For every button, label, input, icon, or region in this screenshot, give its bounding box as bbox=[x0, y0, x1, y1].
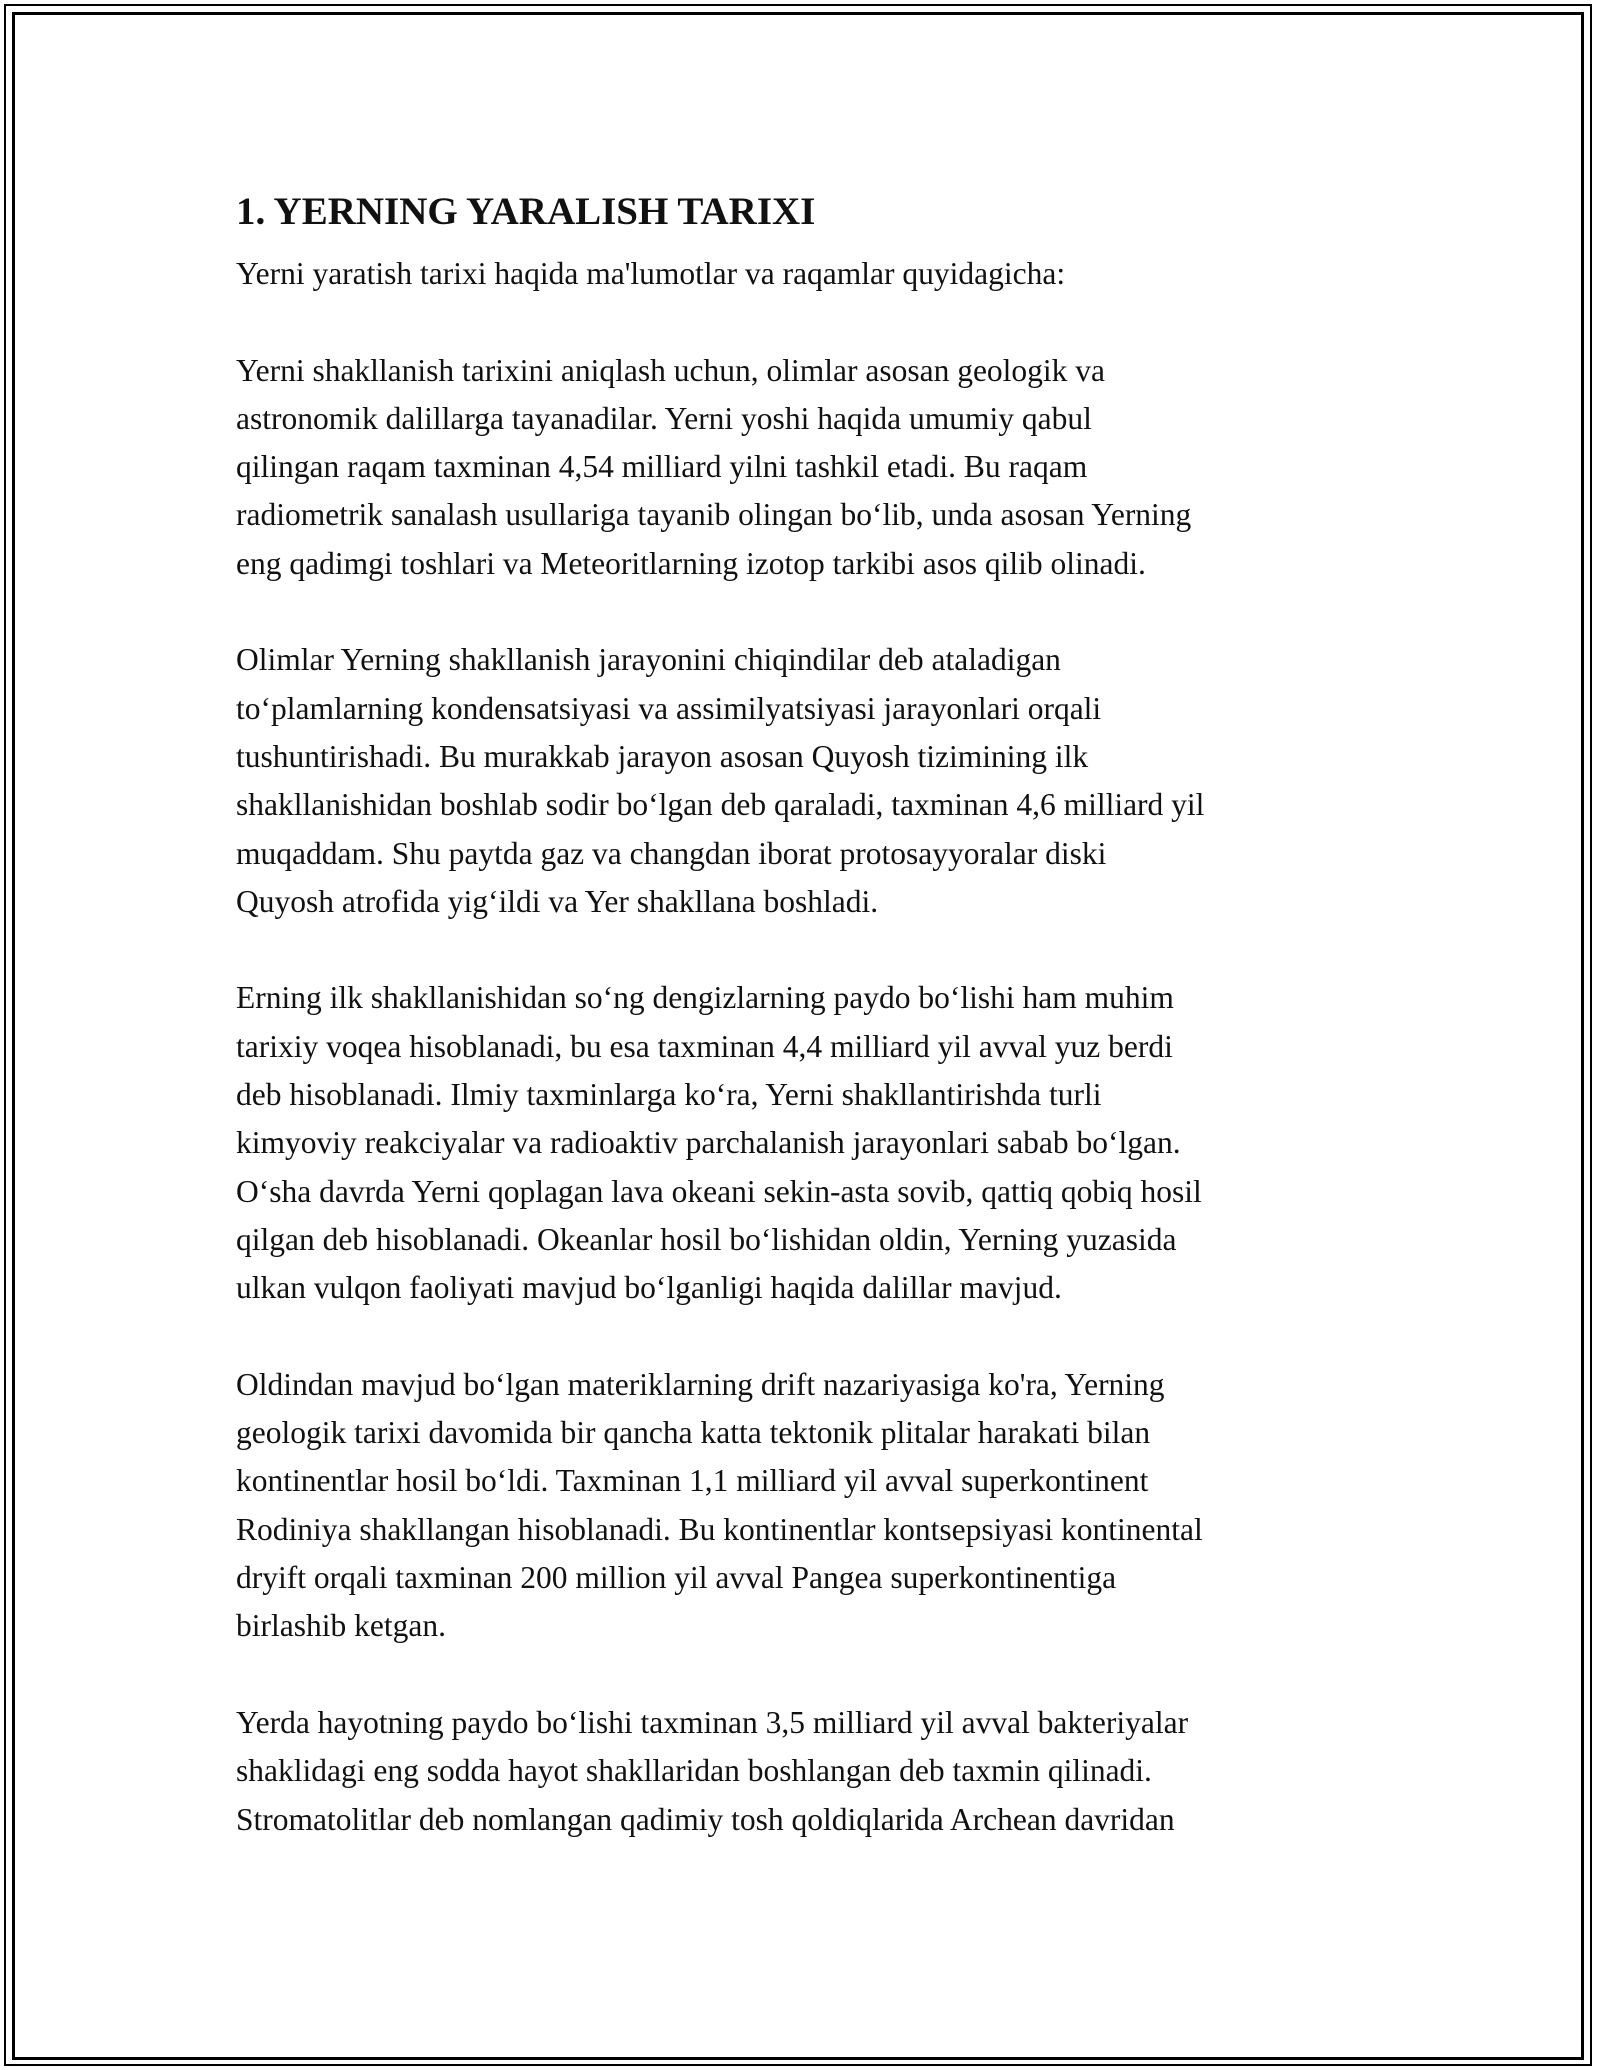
text-line: ulkan vulqon faoliyati mavjud bo‘lganligi haqida dalillar mavjud. bbox=[236, 1270, 1062, 1306]
paragraph-oceans bbox=[236, 974, 1376, 1312]
section-heading: 1. YERNING YARALISH TARIXI bbox=[236, 190, 816, 233]
text-line: astronomik dalillarga tayanadilar. Yerni yoshi haqida umumiy qabul bbox=[236, 400, 1092, 436]
text-line: tushuntirishadi. Bu murakkab jarayon asosan Quyosh tizimining ilk bbox=[236, 738, 1089, 774]
document-page bbox=[236, 186, 1376, 1892]
paragraph-life-origin bbox=[236, 1699, 1376, 1844]
text-line: radiometrik sanalash usullariga tayanib olingan bo‘lib, unda asosan Yerning bbox=[236, 497, 1192, 533]
text-line: kimyoviy reakciyalar va radioaktiv parchalanish jarayonlari sabab bo‘lgan. bbox=[236, 1125, 1181, 1161]
text-line: eng qadimgi toshlari va Meteoritlarning izotop tarkibi asos qilib olinadi. bbox=[236, 545, 1146, 581]
text-line: deb hisoblanadi. Ilmiy taxminlarga ko‘ra, Yerni shakllantirishda turli bbox=[236, 1077, 1102, 1113]
text-line: shaklidagi eng sodda hayot shakllaridan boshlangan deb taxmin qilinadi. bbox=[236, 1753, 1152, 1789]
text-line: qilingan raqam taxminan 4,54 milliard yilni tashkil etadi. Bu raqam bbox=[236, 449, 1088, 485]
text-line: qilgan deb hisoblanadi. Okeanlar hosil bo‘lishidan oldin, Yerning yuzasida bbox=[236, 1221, 1177, 1257]
paragraph-earth-age bbox=[236, 347, 1376, 588]
text-line: dryift orqali taxminan 200 million yil avval Pangea superkontinentiga bbox=[236, 1560, 1117, 1596]
text-line: Yerni shakllanish tarixini aniqlash uchun, olimlar asosan geologik va bbox=[236, 352, 1106, 388]
paragraph-intro bbox=[236, 250, 1376, 298]
text-line: Yerda hayotning paydo bo‘lishi taxminan 3,5 milliard yil avval bakteriyalar bbox=[236, 1704, 1189, 1740]
paragraph-continents bbox=[236, 1361, 1376, 1651]
text-line: Yerni yaratish tarixi haqida ma'lumotlar va raqamlar quyidagicha: bbox=[236, 256, 1066, 291]
text-line: Stromatolitlar deb nomlangan qadimiy tosh qoldiqlarida Archean davridan bbox=[236, 1801, 1175, 1837]
text-line: to‘plamlarning kondensatsiyasi va assimilyatsiyasi jarayonlari orqali bbox=[236, 690, 1102, 726]
text-line: muqaddam. Shu paytda gaz va changdan iborat protosayyoralar diski bbox=[236, 835, 1107, 871]
text-line: shakllanishidan boshlab sodir bo‘lgan deb qaraladi, taxminan 4,6 milliard yil bbox=[236, 787, 1205, 823]
paragraph-formation-process bbox=[236, 636, 1376, 926]
text-line: O‘sha davrda Yerni qoplagan lava okeani sekin-asta sovib, qattiq qobiq hosil bbox=[236, 1173, 1202, 1209]
text-line: Erning ilk shakllanishidan so‘ng dengizlarning paydo bo‘lishi ham muhim bbox=[236, 980, 1174, 1016]
text-line: Quyosh atrofida yig‘ildi va Yer shakllana boshladi. bbox=[236, 883, 879, 919]
text-line: geologik tarixi davomida bir qancha katta tektonik plitalar harakati bilan bbox=[236, 1415, 1151, 1451]
text-line: tarixiy voqea hisoblanadi, bu esa taxminan 4,4 milliard yil avval yuz berdi bbox=[236, 1028, 1173, 1064]
text-line: Oldindan mavjud bo‘lgan materiklarning drift nazariyasiga ko'ra, Yerning bbox=[236, 1366, 1165, 1402]
text-line: Olimlar Yerning shakllanish jarayonini chiqindilar deb ataladigan bbox=[236, 642, 1061, 678]
text-line: kontinentlar hosil bo‘ldi. Taxminan 1,1 milliard yil avval superkontinent bbox=[236, 1463, 1149, 1499]
text-line: birlashib ketgan. bbox=[236, 1608, 446, 1644]
text-line: Rodiniya shakllangan hisoblanadi. Bu kontinentlar kontsepsiyasi kontinental bbox=[236, 1511, 1203, 1547]
